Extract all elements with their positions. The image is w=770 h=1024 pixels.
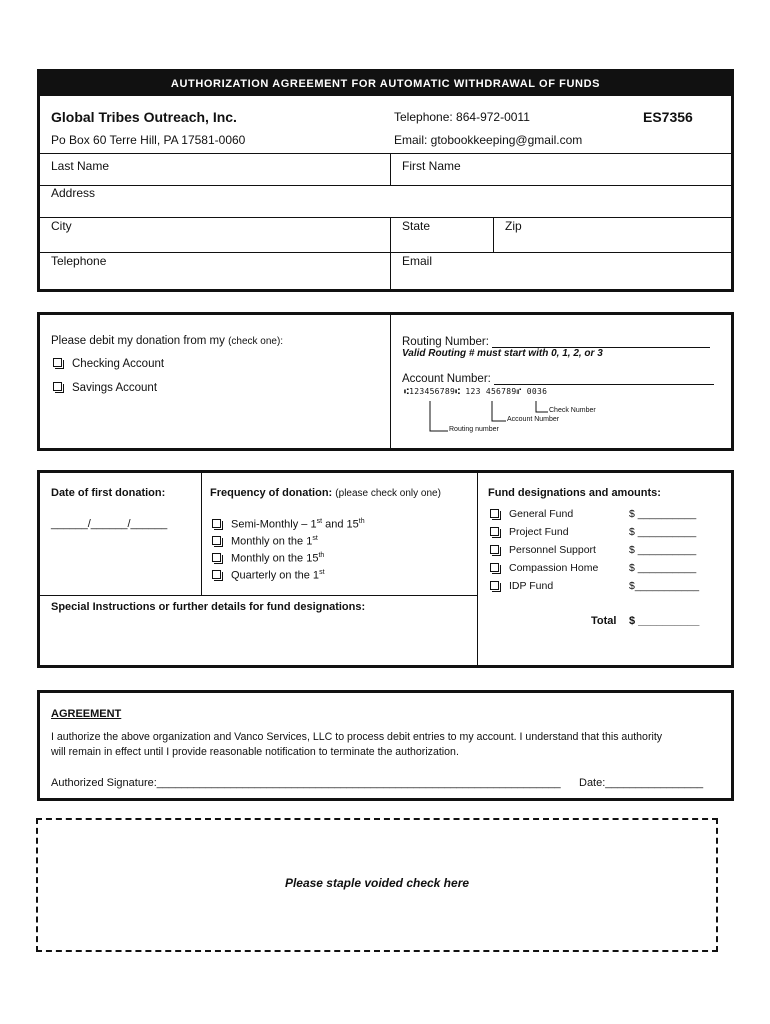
freq2-sup: st (312, 535, 318, 542)
staple-instruction: Please staple voided check here (284, 876, 470, 890)
frequency-label: Frequency of donation: (210, 487, 333, 499)
last-name-field[interactable]: Last Name (51, 159, 110, 173)
header-section (37, 69, 734, 292)
freq4-a: Quarterly on the 1 (231, 569, 320, 582)
zip-field[interactable]: Zip (505, 219, 522, 233)
bank-section (37, 312, 734, 451)
agreement-text-1: I authorize the above organization and Vanco Services, LLC to process debit entries to my account. I understand that this authority (51, 731, 663, 743)
frequency-heading (210, 487, 441, 499)
address-field[interactable]: Address (51, 186, 96, 200)
agreement-text-2: will remain in effect until I provide reasonable notification to terminate the authorization. (51, 746, 459, 758)
funds-label: Fund designations and amounts: (488, 487, 661, 499)
fund-amount[interactable]: $ __________ (629, 526, 697, 538)
fund-name: General Fund (509, 508, 574, 520)
freq4-sup: st (319, 569, 325, 576)
freq1-b: and 15 (322, 518, 359, 531)
freq-quarterly-checkbox[interactable] (212, 570, 221, 579)
debit-prompt (51, 335, 283, 347)
special-instructions-label[interactable]: Special Instructions or further details for fund designations: (51, 601, 366, 613)
agreement-heading: AGREEMENT (51, 708, 122, 720)
frequency-hint: (please check only one) (335, 488, 441, 499)
total-label: Total (591, 615, 617, 627)
fund-amount[interactable]: $ __________ (629, 544, 697, 556)
first-donation-label: Date of first donation: (51, 487, 166, 499)
fund-item[interactable] (490, 508, 573, 520)
savings-checkbox[interactable] (53, 382, 62, 391)
freq1-sup2: th (358, 518, 365, 525)
freq-monthly-15th[interactable] (212, 552, 324, 565)
fund-checkbox[interactable] (490, 527, 499, 536)
account-line[interactable] (494, 372, 714, 385)
fund-item[interactable] (490, 562, 598, 574)
signature-field[interactable]: Authorized Signature:__________________________________________________________________ (51, 777, 561, 789)
check-number-label: Check Number (549, 407, 596, 414)
fund-amount[interactable]: $ __________ (629, 508, 697, 520)
fund-name: IDP Fund (509, 580, 554, 592)
checking-option[interactable] (53, 358, 164, 370)
telephone-field[interactable]: Telephone (51, 254, 107, 268)
freq-monthly-15th-checkbox[interactable] (212, 553, 221, 562)
checking-label: Checking Account (72, 358, 165, 370)
savings-label: Savings Account (72, 382, 158, 394)
form-title: AUTHORIZATION AGREEMENT FOR AUTOMATIC WITHDRAWAL OF FUNDS (40, 72, 731, 96)
debit-prompt-hint: (check one): (228, 336, 284, 347)
freq1-sup1: st (316, 518, 323, 525)
state-field[interactable]: State (402, 219, 431, 233)
freq-quarterly[interactable] (212, 569, 325, 582)
org-name: Global Tribes Outreach, Inc. (51, 109, 237, 125)
donation-section (37, 470, 734, 668)
fund-item[interactable] (490, 526, 569, 538)
email-field[interactable]: Email (402, 254, 433, 268)
fund-name: Project Fund (509, 526, 569, 538)
freq-semi-monthly[interactable] (212, 518, 365, 531)
routing-note: Valid Routing # must start with 0, 1, 2, or 3 (402, 348, 603, 359)
fund-amount[interactable]: $ __________ (629, 562, 697, 574)
freq-monthly-1st[interactable] (212, 535, 318, 548)
fund-item[interactable] (490, 580, 553, 592)
first-name-field[interactable]: First Name (402, 159, 461, 173)
account-number-field[interactable] (402, 372, 714, 385)
form-code: ES7356 (643, 109, 693, 125)
freq-semi-monthly-checkbox[interactable] (212, 519, 221, 528)
savings-option[interactable] (53, 382, 157, 394)
freq3-sup: th (318, 552, 325, 559)
fund-amount[interactable]: $___________ (629, 580, 700, 592)
freq3-a: Monthly on the 15 (231, 552, 319, 565)
city-field[interactable]: City (51, 219, 72, 233)
routing-number-label: Routing number (449, 426, 499, 433)
fund-checkbox[interactable] (490, 563, 499, 572)
first-donation-date[interactable]: ______/______/______ (51, 518, 168, 530)
fund-name: Compassion Home (509, 562, 599, 574)
fund-checkbox[interactable] (490, 509, 499, 518)
fund-checkbox[interactable] (490, 581, 499, 590)
fund-name: Personnel Support (509, 544, 596, 556)
freq-monthly-1st-checkbox[interactable] (212, 536, 221, 545)
checking-checkbox[interactable] (53, 358, 62, 367)
debit-prompt-text: Please debit my donation from my (51, 335, 225, 347)
freq1-a: Semi-Monthly – 1 (231, 518, 317, 531)
org-address: Po Box 60 Terre Hill, PA 17581-0060 (51, 133, 246, 147)
org-telephone: Telephone: 864-972-0011 (394, 110, 530, 124)
routing-label: Routing Number: (402, 336, 489, 348)
total-amount[interactable]: $ __________ (629, 615, 700, 627)
account-number-label: Account Number (507, 416, 560, 423)
agreement-section (37, 690, 734, 801)
fund-checkbox[interactable] (490, 545, 499, 554)
signature-date-field[interactable]: Date:________________ (579, 777, 704, 789)
fund-item[interactable] (490, 544, 596, 556)
account-label: Account Number: (402, 373, 491, 385)
routing-line[interactable] (492, 335, 710, 348)
routing-number-field[interactable] (402, 335, 710, 348)
micr-line: ⑆123456789⑆ 123 456789⑈ 0036 (404, 387, 548, 396)
freq2-a: Monthly on the 1 (231, 535, 313, 548)
org-email: Email: gtobookkeeping@gmail.com (394, 133, 583, 147)
staple-check-area (36, 818, 718, 952)
